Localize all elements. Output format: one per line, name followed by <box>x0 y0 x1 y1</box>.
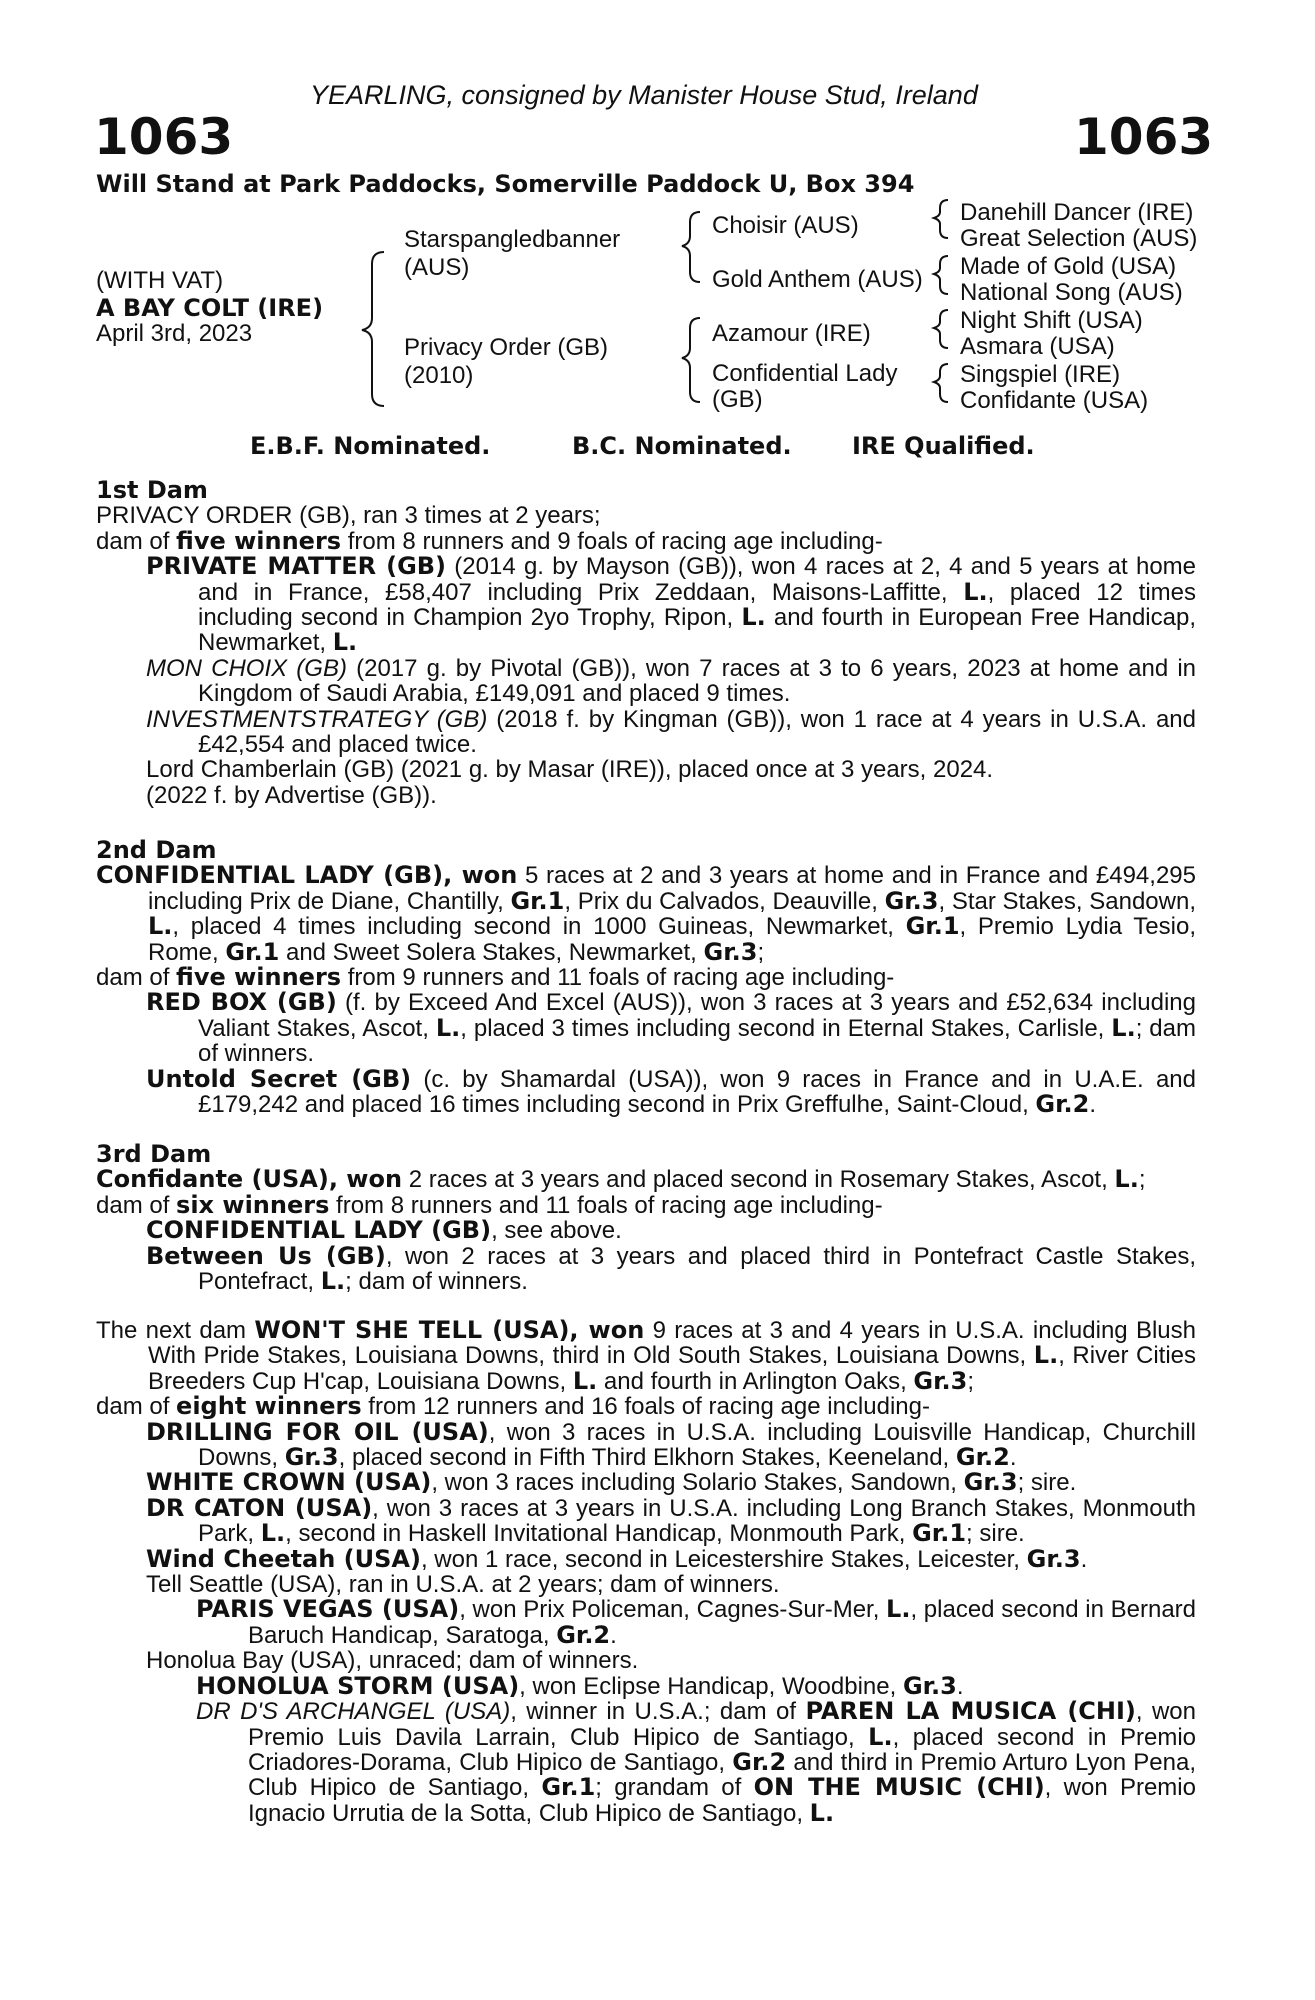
second-dam-section <box>96 838 1196 1117</box>
produce-entry: PARIS VEGAS (USA), won Prix Policeman, Cagnes-Sur-Mer, L., placed second in Bernard Baruch Handicap, Saratoga, Gr.2. <box>196 1595 1197 1649</box>
produce-entry: Untold Secret (GB) (c. by Shamardal (USA)), won 9 races in France and in U.A.E. and £179,242 and placed 16 times including second in Prix Greffulhe, Saint-Cloud, Gr.2. <box>146 1064 1196 1119</box>
produce-entry: INVESTMENTSTRATEGY (GB) (2018 f. by Kingman (GB)), won 1 race at 4 years in U.S.A. and £42,554 and placed twice. <box>146 705 1196 759</box>
ebf-nominated: E.B.F. Nominated. <box>250 432 491 460</box>
sire-name: Starspangledbanner <box>404 226 621 253</box>
sire-dam: Gold Anthem (AUS) <box>712 266 923 293</box>
produce-entry: Honolua Bay (USA), unraced; dam of winners. <box>146 1647 639 1675</box>
dam-dam-line2: (GB) <box>712 386 763 413</box>
produce-entry: RED BOX (GB) (f. by Exceed And Excel (AUS)), won 3 races at 3 years and £52,634 including Valiant Stakes, Ascot, L., placed 3 times including second in Eternal Stakes, Carlisle, L.; dam of winners. <box>146 988 1196 1068</box>
consignor-line: YEARLING, consigned by Manister House Stud, Ireland <box>310 80 978 110</box>
gg-ssd: Great Selection (AUS) <box>960 225 1198 252</box>
first-dam-produce: dam of five winners from 8 runners and 9 foals of racing age including- <box>96 526 883 555</box>
third-dam-produce: dam of six winners from 8 runners and 11 foals of racing age including- <box>96 1190 883 1219</box>
gg-ddd: Confidante (USA) <box>960 387 1149 414</box>
next-dam-record: The next dam WON'T SHE TELL (USA), won 9 races at 3 and 4 years in U.S.A. including Blush With Pride Stakes, Louisiana Downs, third in Old South Stakes, Louisiana Downs, L., River Cities Breeders Cup H'cap, Louisiana Downs, L. and fourth in Arlington Oaks, Gr.3; <box>96 1316 1196 1395</box>
produce-entry: MON CHOIX (GB) (2017 g. by Pivotal (GB)), won 7 races at 3 to 6 years, 2023 at home and in Kingdom of Saudi Arabia, £149,091 and placed 9 times. <box>146 654 1196 708</box>
second-dam-produce: dam of five winners from 9 runners and 11 foals of racing age including- <box>96 963 895 992</box>
produce-entry: Tell Seattle (USA), ran in U.S.A. at 2 years; dam of winners. <box>146 1571 780 1599</box>
third-dam-record: Confidante (USA), won 2 races at 3 years and placed second in Rosemary Stakes, Ascot, L.; <box>96 1165 1146 1194</box>
second-dam-heading: 2nd Dam <box>96 836 217 864</box>
gg-sds: Made of Gold (USA) <box>960 253 1177 280</box>
first-dam-line1: PRIVACY ORDER (GB), ran 3 times at 2 years; <box>96 502 601 530</box>
stand-location: Will Stand at Park Paddocks, Somerville Paddock U, Box 394 <box>96 170 915 198</box>
produce-entry: HONOLUA STORM (USA), won Eclipse Handicap, Woodbine, Gr.3. <box>196 1671 964 1700</box>
first-dam-section <box>96 478 1196 808</box>
bc-nominated: B.C. Nominated. <box>572 432 792 460</box>
third-dam-section <box>96 1142 1196 1294</box>
dam-year: (2010) <box>404 362 474 389</box>
gg-sss: Danehill Dancer (IRE) <box>960 199 1194 226</box>
horse-dob: April 3rd, 2023 <box>96 320 253 347</box>
horse-name: A BAY COLT (IRE) <box>96 294 324 322</box>
ire-qualified: IRE Qualified. <box>852 432 1035 460</box>
produce-entry: DR CATON (USA), won 3 races at 3 years in U.S.A. including Long Branch Stakes, Monmouth Park, L., second in Haskell Invitational Handicap, Monmouth Park, Gr.1; sire. <box>146 1493 1197 1548</box>
produce-entry: DR D'S ARCHANGEL (USA), winner in U.S.A.; dam of PAREN LA MUSICA (CHI), won Premio Luis Davila Larrain, Club Hipico de Santiago, L., placed second in Premio Criadores-Dorama, Club Hipico de Santiago, Gr.2 and third in Premio Arturo Lyon Pena, Club Hipico de Santiago, Gr.1; grandam of ON THE MUSIC (CHI), won Premio Ignacio Urrutia de la Sotta, Club Hipico de Santiago, L. <box>196 1697 1196 1827</box>
next-dam-section <box>96 1318 1196 1826</box>
lot-number-right: 1063 <box>1074 108 1214 166</box>
next-dam-produce: dam of eight winners from 12 runners and 16 foals of racing age including- <box>96 1392 930 1421</box>
sire-sire: Choisir (AUS) <box>712 212 859 239</box>
vat-label: (WITH VAT) <box>96 267 224 294</box>
gg-sdd: National Song (AUS) <box>960 279 1183 306</box>
produce-entry: PRIVATE MATTER (GB) (2014 g. by Mayson (GB)), won 4 races at 2, 4 and 5 years at home and in France, £58,407 including Prix Zeddaan, Maisons-Laffitte, L., placed 12 times including second in Champion 2yo Trophy, Ripon, L. and fourth in European Free Handicap, Newmarket, L. <box>146 552 1197 657</box>
produce-entry: Lord Chamberlain (GB) (2021 g. by Masar (IRE)), placed once at 3 years, 2024. <box>146 756 994 784</box>
first-dam-heading: 1st Dam <box>96 476 208 504</box>
gg-dsd: Asmara (USA) <box>960 333 1115 360</box>
produce-entry: WHITE CROWN (USA), won 3 races including Solario Stakes, Sandown, Gr.3; sire. <box>146 1468 1077 1497</box>
dam-name: Privacy Order (GB) <box>404 334 609 361</box>
third-dam-heading: 3rd Dam <box>96 1140 212 1168</box>
produce-entry: (2022 f. by Advertise (GB)). <box>146 781 437 809</box>
gg-dds: Singspiel (IRE) <box>960 361 1121 388</box>
produce-entry: Wind Cheetah (USA), won 1 race, second in Leicestershire Stakes, Leicester, Gr.3. <box>146 1544 1088 1573</box>
produce-entry: CONFIDENTIAL LADY (GB), see above. <box>146 1216 622 1245</box>
second-dam-record: CONFIDENTIAL LADY (GB), won 5 races at 2 and 3 years at home and in France and £494,295 including Prix de Diane, Chantilly, Gr.1, Prix du Calvados, Deauville, Gr.3, Star Stakes, Sandown, L., placed 4 times including second in 1000 Guineas, Newmarket, Gr.1, Premio Lydia Tesio, Rome, Gr.1 and Sweet Solera Stakes, Newmarket, Gr.3; <box>96 861 1197 966</box>
dam-dam-line1: Confidential Lady <box>712 360 898 387</box>
lot-number-left: 1063 <box>94 108 234 166</box>
produce-entry: DRILLING FOR OIL (USA), won 3 races in U.S.A. including Louisville Handicap, Churchill Downs, Gr.3, placed second in Fifth Third Elkhorn Stakes, Keeneland, Gr.2. <box>146 1417 1196 1472</box>
sire-country: (AUS) <box>404 254 470 281</box>
gg-dss: Night Shift (USA) <box>960 307 1143 334</box>
produce-entry: Between Us (GB), won 2 races at 3 years and placed third in Pontefract Castle Stakes, Pontefract, L.; dam of winners. <box>146 1241 1196 1296</box>
dam-sire: Azamour (IRE) <box>712 320 871 347</box>
